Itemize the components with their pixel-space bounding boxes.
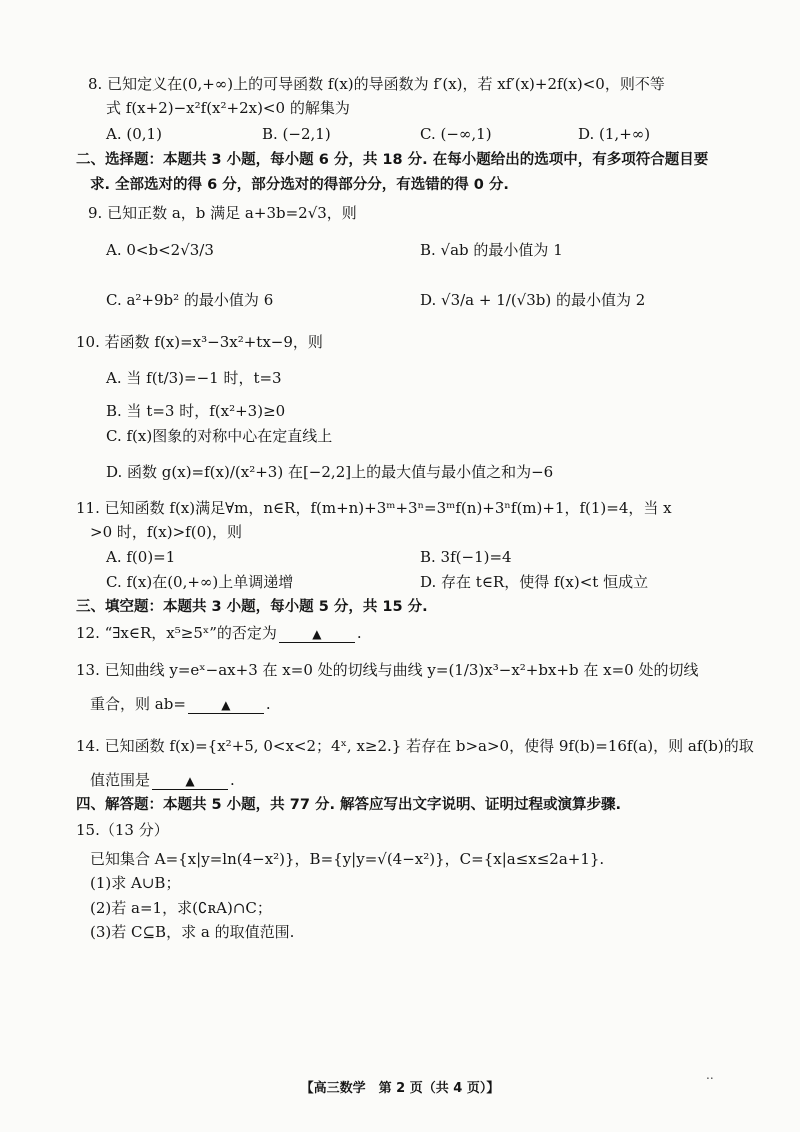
q11-option-c: C. f(x)在(0,+∞)上单调递增: [106, 573, 294, 591]
q14-end: .: [230, 771, 235, 789]
q8-stem-line2: 式 f(x+2)−x²f(x²+2x)<0 的解集为: [106, 99, 350, 117]
q8-option-c: C. (−∞,1): [420, 125, 492, 143]
q10-option-c: C. f(x)图象的对称中心在定直线上: [106, 427, 333, 445]
section2-header-line1: 二、选择题：本题共 3 小题，每小题 6 分，共 18 分. 在每小题给出的选项中，有多项符合题目要: [76, 152, 709, 168]
q10-option-d: D. 函数 g(x)=f(x)/(x²+3) 在[−2,2]上的最大值与最小值之和为−6: [106, 463, 554, 481]
q15-part-1: (1)求 A∪B；: [90, 874, 181, 892]
q14-text: 值范围是: [90, 771, 151, 789]
q13-end: .: [265, 695, 271, 713]
q15-title: 15.（13 分）: [76, 821, 169, 839]
q11-stem-line2: >0 时，f(x)>f(0)，则: [90, 523, 242, 541]
blank-triangle-icon: ▲: [185, 774, 195, 788]
q10-option-a: A. 当 f(t/3)=−1 时，t=3: [106, 369, 282, 387]
blank-triangle-icon: ▲: [312, 627, 322, 641]
q9-option-a: A. 0<b<2√3/3: [106, 241, 214, 259]
q11-stem-line1: 11. 已知函数 f(x)满足∀m，n∈R，f(m+n)+3ᵐ+3ⁿ=3ᵐf(n)+3ⁿf(m)+1，f(1)=4，当 x: [76, 499, 672, 517]
q12-line: [76, 623, 362, 643]
q10-option-b: B. 当 t=3 时，f(x²+3)≥0: [106, 402, 286, 420]
q14-answer-blank: [152, 772, 228, 790]
corner-mark: ..: [706, 1068, 714, 1082]
q12-answer-blank: [279, 625, 355, 643]
q9-option-d: D. √3/a + 1/(√3b) 的最小值为 2: [420, 291, 646, 309]
q12-text: 12. “∃x∈R，x⁵≥5ˣ”的否定为: [76, 624, 277, 642]
q10-stem: 10. 若函数 f(x)=x³−3x²+tx−9，则: [76, 333, 323, 351]
q9-option-b: B. √ab 的最小值为 1: [420, 241, 563, 259]
q11-option-b: B. 3f(−1)=4: [420, 548, 512, 566]
q13-stem-line1: 13. 已知曲线 y=eˣ−ax+3 在 x=0 处的切线与曲线 y=(1/3)x³−x²+bx+b 在 x=0 处的切线: [76, 661, 699, 679]
q14-line2: [90, 770, 235, 790]
section4-header: 四、解答题：本题共 5 小题，共 77 分. 解答应写出文字说明、证明过程或演算步骤.: [76, 797, 622, 813]
q14-stem-line1: 14. 已知函数 f(x)={x²+5, 0<x<2；4ˣ, x≥2.} 若存在 b>a>0，使得 9f(b)=16f(a)，则 af(b)的取: [76, 737, 754, 755]
q13-answer-blank: [188, 696, 264, 714]
q12-end: .: [356, 624, 362, 642]
q8-option-a: A. (0,1): [106, 125, 162, 143]
q15-part-2: (2)若 a=1，求(∁ʀA)∩C；: [90, 899, 272, 917]
blank-triangle-icon: ▲: [221, 698, 231, 712]
q9-stem: 9. 已知正数 a，b 满足 a+3b=2√3，则: [88, 204, 357, 222]
page-footer: 【高三数学 第 2 页（共 4 页）】: [300, 1081, 500, 1096]
q9-option-c: C. a²+9b² 的最小值为 6: [106, 291, 274, 309]
q11-option-a: A. f(0)=1: [106, 548, 176, 566]
q13-line2: [90, 694, 271, 714]
q15-part-3: (3)若 C⊆B，求 a 的取值范围.: [90, 923, 295, 941]
q15-stem: 已知集合 A={x|y=ln(4−x²)}，B={y|y=√(4−x²)}，C={x|a≤x≤2a+1}.: [90, 850, 605, 868]
q8-option-d: D. (1,+∞): [578, 125, 651, 143]
section3-header: 三、填空题：本题共 3 小题，每小题 5 分，共 15 分.: [76, 599, 428, 615]
q11-option-d: D. 存在 t∈R，使得 f(x)<t 恒成立: [420, 573, 649, 591]
q8-option-b: B. (−2,1): [262, 125, 331, 143]
q8-stem-line1: 8. 已知定义在(0,+∞)上的可导函数 f(x)的导函数为 f′(x)，若 xf′(x)+2f(x)<0，则不等: [88, 75, 665, 93]
q13-text: 重合，则 ab=: [90, 695, 186, 713]
section2-header-line2: 求. 全部选对的得 6 分，部分选对的得部分分，有选错的得 0 分.: [90, 177, 509, 193]
